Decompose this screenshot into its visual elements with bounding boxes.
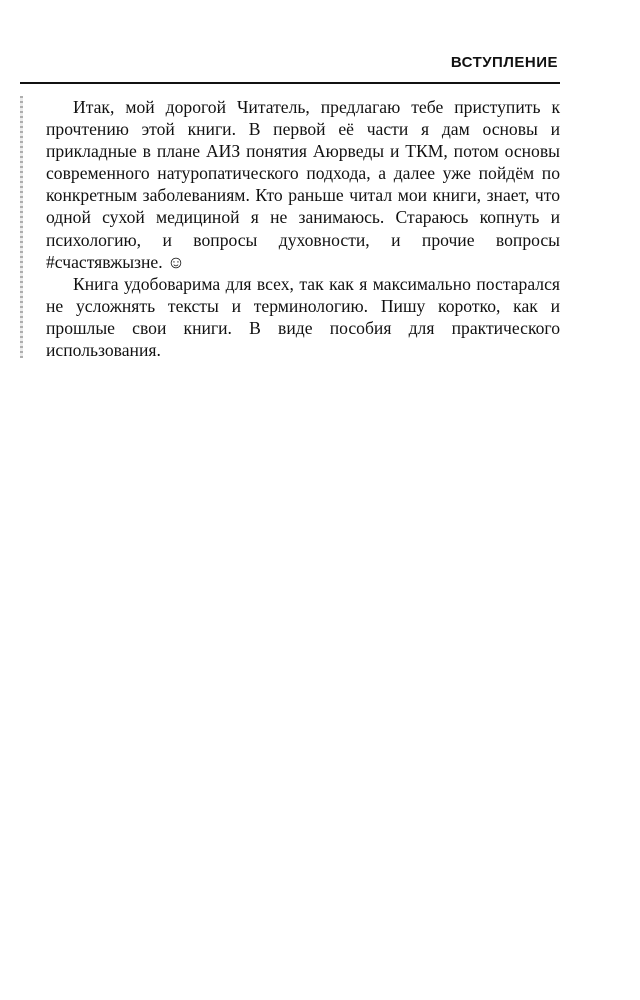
body-paragraph: Итак, мой дорогой Читатель, предлагаю тебе приступить к прочтению этой книги. В первой её части я дам основы и прикладные в плане АИЗ понятия Аюрведы и ТКМ, потом основы современного натуропатического подхода, а далее уже пойдём по конкретным заболеваниям. Кто раньше читал мои книги, знает, что одной сухой медициной я не занимаюсь. Стараюсь копнуть и психологию, и вопросы духовности, и прочие вопросы #счастявжызне. ☺ [46,97,560,272]
page-body [46,96,560,361]
page-header [20,48,560,84]
body-paragraph: Книга удобоварима для всех, так как я максимально постарался не усложнять тексты и терминологию. Пишу коротко, как и прошлые свои книги. В виде пособия для практического использования. [46,273,560,361]
scan-edge-mark [20,96,23,358]
running-head-title: ВСТУПЛЕНИЕ [450,54,558,71]
